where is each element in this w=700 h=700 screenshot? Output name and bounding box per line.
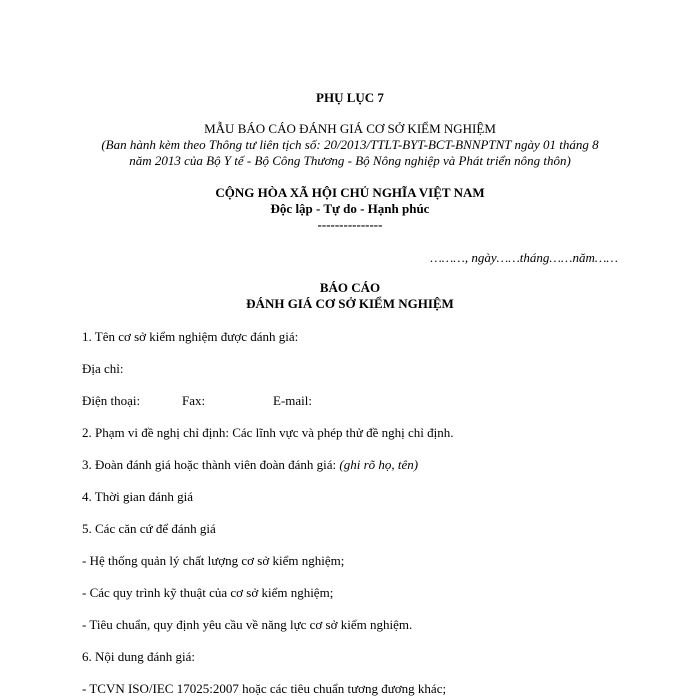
- bullet-3: - Tiêu chuẩn, quy định yêu cầu về năng lực cơ sở kiểm nghiệm.: [82, 617, 413, 632]
- item-6: 6. Nội dung đánh giá:: [82, 649, 196, 664]
- item-4: 4. Thời gian đánh giá: [82, 489, 193, 504]
- report-title: BÁO CÁO: [319, 280, 381, 295]
- email-label: E-mail:: [273, 393, 312, 408]
- item-1: 1. Tên cơ sở kiểm nghiệm được đánh giá:: [82, 329, 299, 344]
- appendix-title: PHỤ LỤC 7: [316, 90, 384, 105]
- item-3-note: (ghi rõ họ, tên): [339, 457, 419, 472]
- date-line: ………, ngày……tháng……năm……: [430, 250, 618, 265]
- item-3-text: 3. Đoàn đánh giá hoặc thành viên đoàn đánh giá:: [82, 457, 340, 472]
- header-divider: ---------------: [317, 217, 383, 232]
- report-subtitle: ĐÁNH GIÁ CƠ SỞ KIỂM NGHIỆM: [246, 296, 454, 311]
- address-label: Địa chỉ:: [82, 361, 124, 376]
- item-5: 5. Các căn cứ để đánh giá: [82, 521, 216, 536]
- issued-note-line-1: (Ban hành kèm theo Thông tư liên tịch số: 20/2013/TTLT-BYT-BCT-BNNPTNT ngày 01 tháng 8: [101, 137, 599, 152]
- item-3: [82, 457, 418, 473]
- bullet-2: - Các quy trình kỹ thuật của cơ sở kiểm nghiệm;: [82, 585, 334, 600]
- bullet-4: - TCVN ISO/IEC 17025:2007 hoặc các tiêu chuẩn tương đương khác;: [82, 681, 447, 696]
- issued-note-line-2: năm 2013 của Bộ Y tế - Bộ Công Thương - Bộ Nông nghiệp và Phát triển nông thôn): [129, 153, 571, 168]
- item-2: 2. Phạm vi đề nghị chỉ định: Các lĩnh vực và phép thử đề nghị chỉ định.: [82, 425, 454, 440]
- bullet-1: - Hệ thống quản lý chất lượng cơ sở kiểm nghiệm;: [82, 553, 345, 568]
- fax-label: Fax:: [182, 393, 206, 408]
- national-title: CỘNG HÒA XÃ HỘI CHỦ NGHĨA VIỆT NAM: [215, 185, 485, 200]
- form-title: MẪU BÁO CÁO ĐÁNH GIÁ CƠ SỞ KIỂM NGHIỆM: [204, 121, 496, 136]
- national-motto: Độc lập - Tự do - Hạnh phúc: [270, 201, 430, 216]
- phone-label: Điện thoại:: [82, 393, 141, 408]
